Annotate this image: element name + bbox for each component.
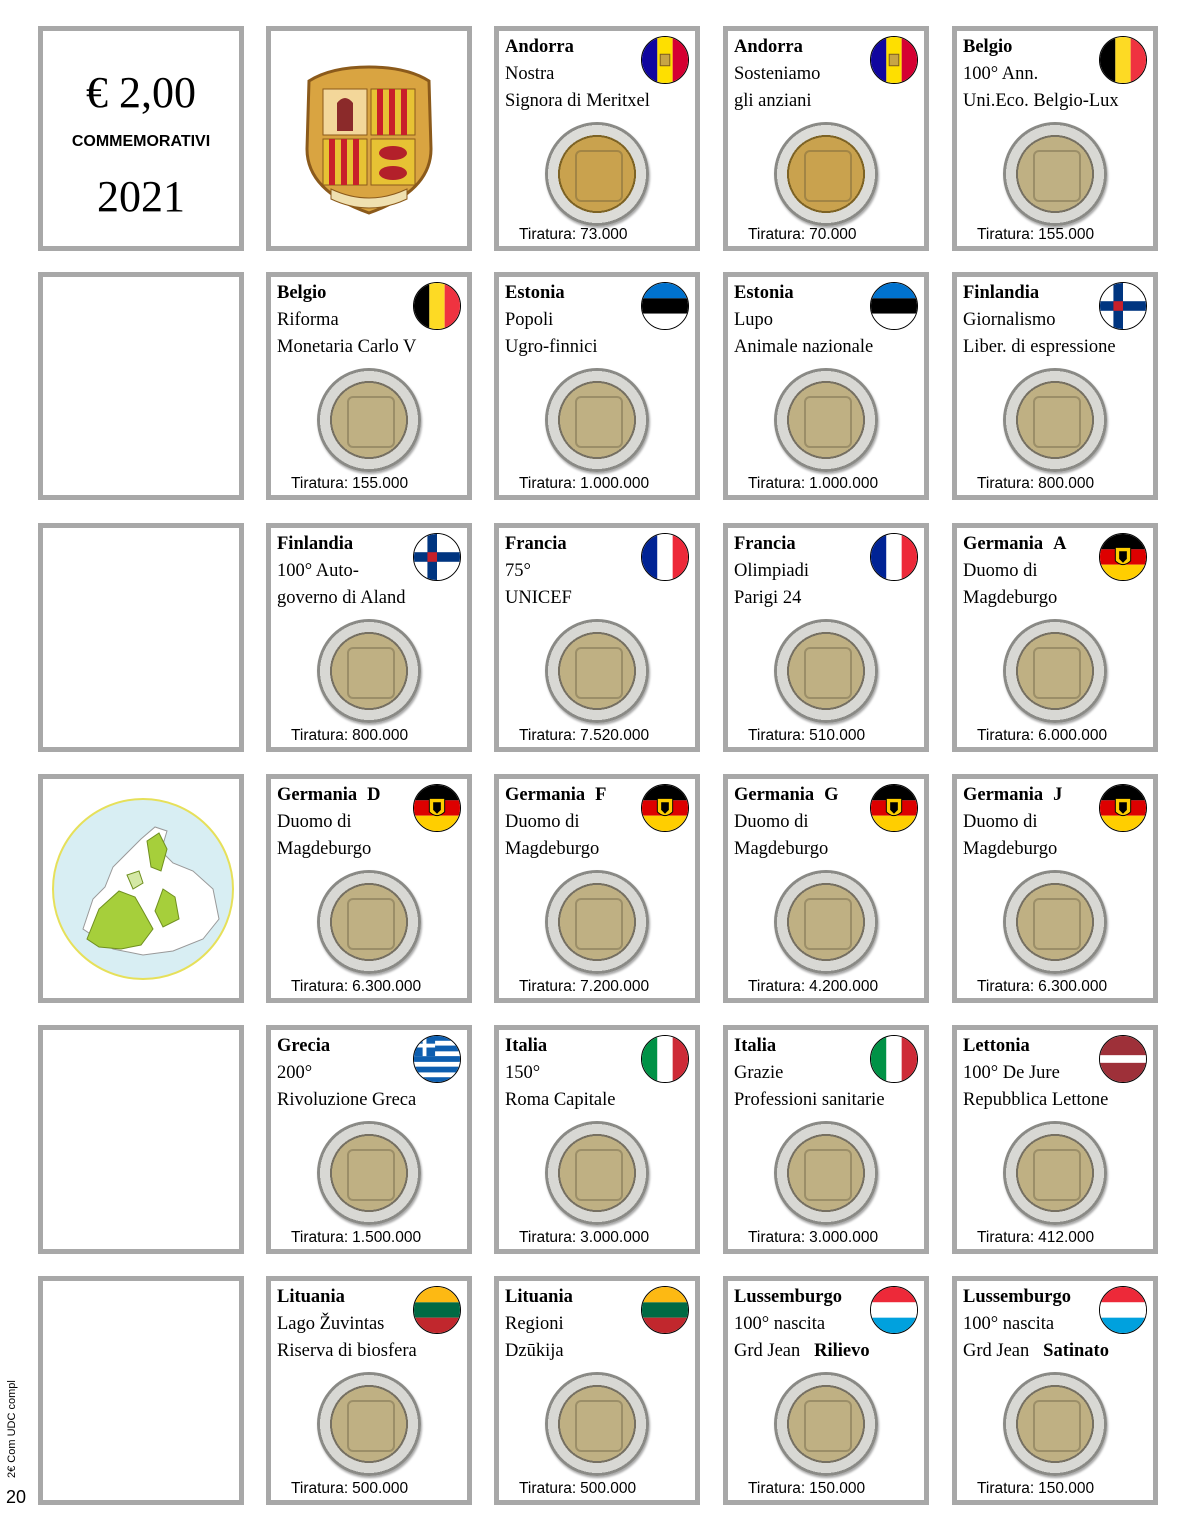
coin-subject-line2 xyxy=(963,838,1057,860)
coin-subject-text: Uni.Eco. Belgio-Lux xyxy=(963,91,1119,111)
coin-card xyxy=(952,1276,1158,1505)
country-name: Italia xyxy=(734,1036,777,1056)
mintage-label: Tiratura: xyxy=(977,978,1035,995)
mintage-value: 510.000 xyxy=(809,727,866,744)
germany-flag-icon xyxy=(413,784,461,832)
mintage-value: 70.000 xyxy=(809,226,857,243)
coin-subject-line1: Sosteniamo xyxy=(734,64,821,84)
estonia-flag-icon xyxy=(870,282,918,330)
country-name: Germania xyxy=(963,785,1044,805)
coin-subject-line2 xyxy=(734,90,812,112)
mint-mark: G xyxy=(824,785,839,805)
coin-subject-line2 xyxy=(963,1340,1109,1362)
coin-card xyxy=(723,1025,929,1254)
coin-subject-text: gli anziani xyxy=(734,91,812,111)
coin-subject-line2 xyxy=(734,838,828,860)
coin-subject-line2 xyxy=(963,90,1119,112)
coin-subject-line2 xyxy=(277,336,416,358)
coin-image xyxy=(545,368,649,472)
mintage xyxy=(519,226,628,244)
andorra-flag-icon xyxy=(870,36,918,84)
luxembourg-flag-icon xyxy=(870,1286,918,1334)
coin-image xyxy=(1003,368,1107,472)
coin-subject-text: Magdeburgo xyxy=(963,588,1058,608)
coin-card xyxy=(494,523,700,752)
coin-subject-line1: Regioni xyxy=(505,1314,564,1334)
coin-country xyxy=(734,1035,776,1057)
side-label: 2€ Com UDC compl xyxy=(6,1380,18,1478)
country-name: Grecia xyxy=(277,1036,331,1056)
coin-country xyxy=(505,533,567,555)
coin-country xyxy=(734,533,796,555)
mintage-value: 1.500.000 xyxy=(352,1229,422,1246)
coin-subject-line1: 200° xyxy=(277,1063,313,1083)
country-name: Lituania xyxy=(277,1287,345,1307)
country-name: Estonia xyxy=(505,283,565,303)
coin-subject-line1: Nostra xyxy=(505,64,555,84)
coin-subject-text: governo di Aland xyxy=(277,588,406,608)
france-flag-icon xyxy=(870,533,918,581)
germany-flag-icon xyxy=(870,784,918,832)
coin-card xyxy=(494,26,700,251)
coin-card xyxy=(952,523,1158,752)
coin-card xyxy=(723,26,929,251)
eurozone-map-icon xyxy=(43,779,239,998)
coin-subject-line2 xyxy=(277,587,405,609)
coin-finish: Satinato xyxy=(1043,1341,1109,1361)
mintage xyxy=(748,978,878,996)
coin-subject-text: Signora di Meritxel xyxy=(505,91,650,111)
coin-subject-text: Rivoluzione Greca xyxy=(277,1090,417,1110)
country-name: Finlandia xyxy=(277,534,354,554)
mintage xyxy=(291,1229,421,1247)
mintage-value: 412.000 xyxy=(1038,1229,1095,1246)
mintage-value: 3.000.000 xyxy=(580,1229,650,1246)
mintage-value: 73.000 xyxy=(580,226,628,243)
coin-image xyxy=(1003,1121,1107,1225)
belgium-flag-icon xyxy=(413,282,461,330)
coin-card xyxy=(266,774,472,1003)
country-name: Lussemburgo xyxy=(734,1287,842,1307)
coin-subject-line1: Giornalismo xyxy=(963,310,1056,330)
coin-image xyxy=(774,368,878,472)
mintage-label: Tiratura: xyxy=(519,978,577,995)
belgium-flag-icon xyxy=(1099,36,1147,84)
coin-country xyxy=(505,1035,547,1057)
coin-subject-text: Magdeburgo xyxy=(505,839,600,859)
coin-finish: Rilievo xyxy=(814,1341,870,1361)
mintage-label: Tiratura: xyxy=(291,1229,349,1246)
country-name: Francia xyxy=(505,534,567,554)
mintage-value: 6.000.000 xyxy=(1038,727,1108,744)
coin-subject-line2 xyxy=(505,1340,564,1362)
coin-card xyxy=(952,1025,1158,1254)
coin-card xyxy=(723,1276,929,1505)
coin-subject-line1: Lupo xyxy=(734,310,774,330)
coin-subject-line2 xyxy=(963,1089,1108,1111)
coin-country xyxy=(963,36,1012,58)
coin-subject-line1: 75° xyxy=(505,561,531,581)
mintage-value: 500.000 xyxy=(580,1480,637,1497)
coin-subject-line2 xyxy=(734,1340,870,1362)
coin-subject-text: Monetaria Carlo V xyxy=(277,337,417,357)
title-box xyxy=(38,26,244,251)
coin-subject-line1: Duomo di xyxy=(277,812,352,832)
lithuania-flag-icon xyxy=(641,1286,689,1334)
coin-subject-line1: Lago Žuvintas xyxy=(277,1314,385,1334)
mintage-label: Tiratura: xyxy=(291,1480,349,1497)
mintage-value: 6.300.000 xyxy=(352,978,422,995)
mintage-value: 4.200.000 xyxy=(809,978,879,995)
coin-image xyxy=(1003,870,1107,974)
coin-card xyxy=(266,272,472,500)
mintage-label: Tiratura: xyxy=(748,978,806,995)
mintage xyxy=(748,475,878,493)
coin-subject-line1: 100° De Jure xyxy=(963,1063,1060,1083)
coin-subject-line2 xyxy=(734,587,801,609)
coin-country xyxy=(277,533,353,555)
mintage-label: Tiratura: xyxy=(291,727,349,744)
mintage xyxy=(977,1229,1094,1247)
coin-country xyxy=(734,1286,842,1308)
italy-flag-icon xyxy=(641,1035,689,1083)
andorra-flag-icon xyxy=(641,36,689,84)
coin-subject-text: Ugro-finnici xyxy=(505,337,598,357)
country-name: Germania xyxy=(734,785,815,805)
mintage-label: Tiratura: xyxy=(291,978,349,995)
empty-slot xyxy=(38,272,244,500)
germany-flag-icon xyxy=(641,784,689,832)
page-year: 2021 xyxy=(97,172,185,221)
latvia-flag-icon xyxy=(1099,1035,1147,1083)
country-name: Finlandia xyxy=(963,283,1040,303)
coin-subject-line2 xyxy=(505,90,650,112)
mintage xyxy=(748,226,857,244)
mintage-label: Tiratura: xyxy=(977,475,1035,492)
coin-subject-text: Liber. di espressione xyxy=(963,337,1116,357)
coin-image xyxy=(774,619,878,723)
coin-subject-text: Roma Capitale xyxy=(505,1090,616,1110)
coin-country xyxy=(277,1286,345,1308)
coin-image xyxy=(774,870,878,974)
coin-subject-text: Grd Jean xyxy=(734,1341,801,1361)
coin-country xyxy=(277,784,381,806)
mintage-value: 150.000 xyxy=(1038,1480,1095,1497)
coin-card xyxy=(494,1025,700,1254)
coin-card xyxy=(266,523,472,752)
mint-mark: F xyxy=(595,785,607,805)
country-name: Estonia xyxy=(734,283,794,303)
mintage xyxy=(977,475,1094,493)
country-name: Germania xyxy=(963,534,1044,554)
lithuania-flag-icon xyxy=(413,1286,461,1334)
coin-country xyxy=(505,784,606,806)
coin-subject-line2 xyxy=(963,336,1116,358)
coin-image xyxy=(1003,619,1107,723)
coin-card xyxy=(952,272,1158,500)
country-name: Belgio xyxy=(963,37,1013,57)
greece-flag-icon xyxy=(413,1035,461,1083)
country-name: Lettonia xyxy=(963,1036,1030,1056)
coin-image xyxy=(317,870,421,974)
mintage-label: Tiratura: xyxy=(977,1229,1035,1246)
mintage-value: 1.000.000 xyxy=(809,475,879,492)
mintage-label: Tiratura: xyxy=(519,226,577,243)
mintage-value: 500.000 xyxy=(352,1480,409,1497)
andorra-coat-of-arms-icon xyxy=(271,31,467,246)
mintage-label: Tiratura: xyxy=(519,1229,577,1246)
mintage xyxy=(291,475,408,493)
coin-image xyxy=(545,619,649,723)
country-name: Germania xyxy=(277,785,358,805)
mintage xyxy=(519,727,649,745)
coin-subject-text: Dzūkija xyxy=(505,1341,564,1361)
coin-card xyxy=(266,1025,472,1254)
coin-subject-line2 xyxy=(505,838,599,860)
coin-subject-line1: Popoli xyxy=(505,310,554,330)
coin-country xyxy=(963,533,1067,555)
coin-subject-text: Animale nazionale xyxy=(734,337,874,357)
country-name: Lussemburgo xyxy=(963,1287,1071,1307)
mintage xyxy=(519,1480,636,1498)
mintage xyxy=(748,1229,878,1247)
europe-map-box xyxy=(38,774,244,1003)
coin-card xyxy=(952,26,1158,251)
mintage-label: Tiratura: xyxy=(519,1480,577,1497)
coin-image xyxy=(317,619,421,723)
mintage-value: 800.000 xyxy=(352,727,409,744)
country-name: Andorra xyxy=(505,37,574,57)
coin-card xyxy=(723,272,929,500)
coin-image xyxy=(545,1121,649,1225)
coin-subject-text: Magdeburgo xyxy=(963,839,1058,859)
coin-subject-line1: 100° Auto- xyxy=(277,561,359,581)
coin-country xyxy=(963,282,1039,304)
empty-slot xyxy=(38,1276,244,1505)
mintage-label: Tiratura: xyxy=(748,1229,806,1246)
mintage xyxy=(291,1480,408,1498)
mintage-value: 1.000.000 xyxy=(580,475,650,492)
coin-image xyxy=(774,1121,878,1225)
mintage-value: 800.000 xyxy=(1038,475,1095,492)
mintage-label: Tiratura: xyxy=(519,475,577,492)
page-subtitle: COMMEMORATIVI xyxy=(71,133,211,150)
coin-card xyxy=(723,774,929,1003)
coin-image xyxy=(317,1121,421,1225)
luxembourg-flag-icon xyxy=(1099,1286,1147,1334)
coin-country xyxy=(734,36,803,58)
coin-subject-line2 xyxy=(505,1089,615,1111)
mintage-value: 155.000 xyxy=(352,475,409,492)
coin-subject-line1: Olimpiadi xyxy=(734,561,810,581)
country-name: Belgio xyxy=(277,283,327,303)
coin-country xyxy=(277,282,326,304)
coin-subject-line2 xyxy=(734,336,873,358)
empty-slot xyxy=(38,1025,244,1254)
finland-flag-icon xyxy=(1099,282,1147,330)
coin-subject-line2 xyxy=(963,587,1057,609)
coin-subject-line1: Grazie xyxy=(734,1063,784,1083)
coin-subject-line2 xyxy=(505,587,572,609)
coin-subject-text: Magdeburgo xyxy=(277,839,372,859)
mintage xyxy=(748,1480,865,1498)
empty-slot xyxy=(38,523,244,752)
coin-subject-text: Repubblica Lettone xyxy=(963,1090,1109,1110)
coin-country xyxy=(963,784,1062,806)
mintage-label: Tiratura: xyxy=(748,475,806,492)
coin-country xyxy=(963,1035,1030,1057)
coin-image xyxy=(774,1372,878,1476)
page-number: 20 xyxy=(6,1487,27,1507)
mintage xyxy=(291,978,421,996)
coin-subject-text: Magdeburgo xyxy=(734,839,829,859)
coin-subject-line1: 100° nascita xyxy=(734,1314,826,1334)
mintage-label: Tiratura: xyxy=(291,475,349,492)
coin-subject-line1: Duomo di xyxy=(505,812,580,832)
mintage-label: Tiratura: xyxy=(977,727,1035,744)
coin-country xyxy=(505,1286,573,1308)
coin-subject-text: Riserva di biosfera xyxy=(277,1341,417,1361)
mintage-value: 150.000 xyxy=(809,1480,866,1497)
mintage-label: Tiratura: xyxy=(977,226,1035,243)
coin-subject-line1: Duomo di xyxy=(734,812,809,832)
mintage xyxy=(977,1480,1094,1498)
coin-image xyxy=(1003,122,1107,226)
coin-card xyxy=(494,1276,700,1505)
coin-card xyxy=(723,523,929,752)
coin-card xyxy=(494,774,700,1003)
mintage-label: Tiratura: xyxy=(748,727,806,744)
mintage-value: 7.520.000 xyxy=(580,727,650,744)
mintage-label: Tiratura: xyxy=(519,727,577,744)
coin-country xyxy=(963,1286,1071,1308)
coin-subject-line1: 100° nascita xyxy=(963,1314,1055,1334)
coin-subject-line1: Duomo di xyxy=(963,561,1038,581)
coin-subject-line1: Duomo di xyxy=(963,812,1038,832)
country-name: Francia xyxy=(734,534,796,554)
coin-subject-line1: Riforma xyxy=(277,310,339,330)
coin-image xyxy=(545,1372,649,1476)
coin-country xyxy=(277,1035,330,1057)
coin-country xyxy=(734,784,839,806)
mintage xyxy=(519,1229,649,1247)
coin-image xyxy=(317,1372,421,1476)
finland-flag-icon xyxy=(413,533,461,581)
mint-mark: D xyxy=(367,785,381,805)
mint-mark: A xyxy=(1053,534,1067,554)
coin-subject-text: Grd Jean xyxy=(963,1341,1030,1361)
mintage-value: 6.300.000 xyxy=(1038,978,1108,995)
italy-flag-icon xyxy=(870,1035,918,1083)
coin-card xyxy=(952,774,1158,1003)
coin-image xyxy=(545,870,649,974)
coin-country xyxy=(505,36,574,58)
coin-subject-line2 xyxy=(277,838,371,860)
coin-card xyxy=(494,272,700,500)
mintage-label: Tiratura: xyxy=(748,1480,806,1497)
mintage-value: 3.000.000 xyxy=(809,1229,879,1246)
coin-subject-text: UNICEF xyxy=(505,588,572,608)
coin-subject-line2 xyxy=(277,1340,417,1362)
germany-flag-icon xyxy=(1099,784,1147,832)
mintage-value: 155.000 xyxy=(1038,226,1095,243)
coin-subject-line1: 150° xyxy=(505,1063,541,1083)
mint-mark: J xyxy=(1053,785,1063,805)
country-name: Italia xyxy=(505,1036,548,1056)
country-name: Andorra xyxy=(734,37,803,57)
mintage-value: 7.200.000 xyxy=(580,978,650,995)
country-name: Lituania xyxy=(505,1287,573,1307)
estonia-flag-icon xyxy=(641,282,689,330)
mintage xyxy=(748,727,865,745)
coin-image xyxy=(545,122,649,226)
coin-country xyxy=(505,282,565,304)
face-value: € 2,00 xyxy=(86,68,196,117)
coin-subject-line2 xyxy=(277,1089,416,1111)
mintage xyxy=(519,978,649,996)
coin-image xyxy=(317,368,421,472)
mintage xyxy=(977,727,1107,745)
germany-flag-icon xyxy=(1099,533,1147,581)
coat-of-arms-box xyxy=(266,26,472,251)
mintage-label: Tiratura: xyxy=(977,1480,1035,1497)
coin-subject-line2 xyxy=(505,336,597,358)
mintage xyxy=(977,978,1107,996)
mintage xyxy=(519,475,649,493)
coin-subject-text: Professioni sanitarie xyxy=(734,1090,885,1110)
coin-image xyxy=(1003,1372,1107,1476)
coin-country xyxy=(734,282,794,304)
coin-subject-line2 xyxy=(734,1089,885,1111)
mintage-label: Tiratura: xyxy=(748,226,806,243)
coin-image xyxy=(774,122,878,226)
france-flag-icon xyxy=(641,533,689,581)
country-name: Germania xyxy=(505,785,586,805)
coin-subject-text: Parigi 24 xyxy=(734,588,802,608)
coin-subject-line1: 100° Ann. xyxy=(963,64,1039,84)
coin-card xyxy=(266,1276,472,1505)
mintage xyxy=(291,727,408,745)
mintage xyxy=(977,226,1094,244)
